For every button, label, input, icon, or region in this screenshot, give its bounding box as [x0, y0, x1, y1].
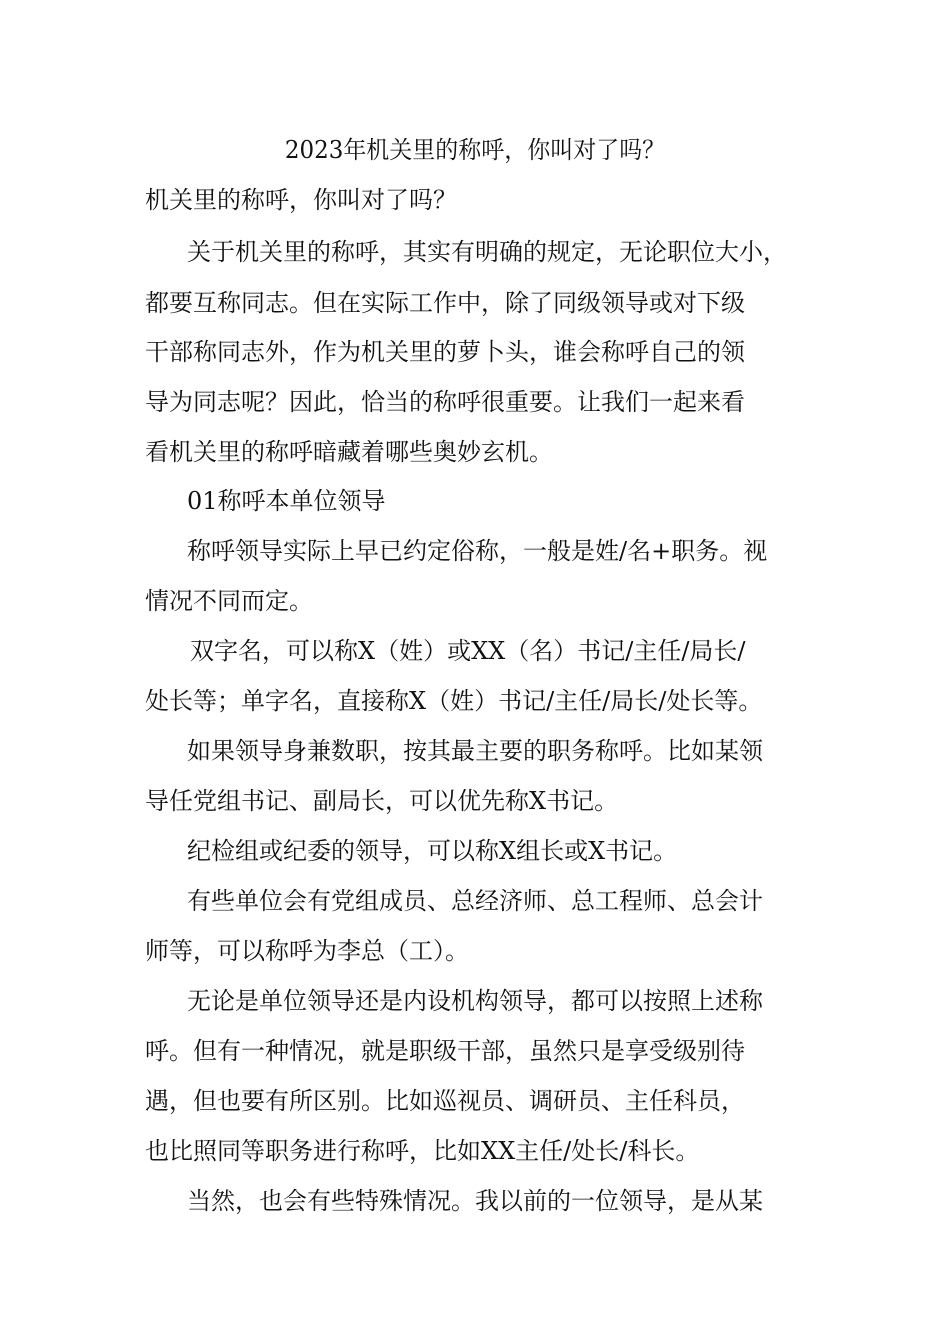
- paragraph-line: 如果领导身兼数职，按其最主要的职务称呼。比如某领: [187, 737, 763, 765]
- paragraph-line: 纪检组或纪委的领导，可以称X组长或X书记。: [187, 837, 678, 865]
- paragraph-line: 情况不同而定。: [145, 587, 313, 615]
- paragraph-line: 也比照同等职务进行称呼，比如XX主任/处长/科长。: [145, 1137, 700, 1165]
- paragraph-line: 导为同志呢？因此，恰当的称呼很重要。让我们一起来看: [145, 388, 745, 416]
- paragraph-line: 都要互称同志。但在实际工作中，除了同级领导或对下级: [145, 289, 745, 317]
- paragraph-line: 双字名，可以称X（姓）或XX（名）书记/主任/局长/: [190, 637, 746, 665]
- paragraph-line: 师等，可以称呼为李总（工）。: [145, 937, 469, 965]
- paragraph-line: 无论是单位领导还是内设机构领导，都可以按照上述称: [187, 987, 763, 1015]
- document-subtitle: 机关里的称呼，你叫对了吗？: [145, 186, 457, 214]
- paragraph-line: 称呼领导实际上早已约定俗称，一般是姓/名+职务。视: [187, 537, 768, 565]
- paragraph-line: 呼。但有一种情况，就是职级干部，虽然只是享受级别待: [145, 1037, 745, 1065]
- paragraph-line: 处长等；单字名，直接称X（姓）书记/主任/局长/处长等。: [145, 687, 763, 715]
- section-heading: 01称呼本单位领导: [187, 487, 386, 515]
- paragraph-line: 导任党组书记、副局长，可以优先称X书记。: [145, 787, 619, 815]
- paragraph-line: 有些单位会有党组成员、总经济师、总工程师、总会计: [187, 887, 763, 915]
- document-title: 2023年机关里的称呼，你叫对了吗？: [284, 136, 666, 164]
- paragraph-line: 关于机关里的称呼，其实有明确的规定，无论职位大小，: [187, 238, 787, 266]
- paragraph-line: 遇，但也要有所区别。比如巡视员、调研员、主任科员，: [145, 1087, 745, 1115]
- paragraph-line: 当然，也会有些特殊情况。我以前的一位领导，是从某: [187, 1187, 763, 1215]
- paragraph-line: 干部称同志外，作为机关里的萝卜头，谁会称呼自己的领: [145, 338, 745, 366]
- paragraph-line: 看机关里的称呼暗藏着哪些奥妙玄机。: [145, 438, 553, 466]
